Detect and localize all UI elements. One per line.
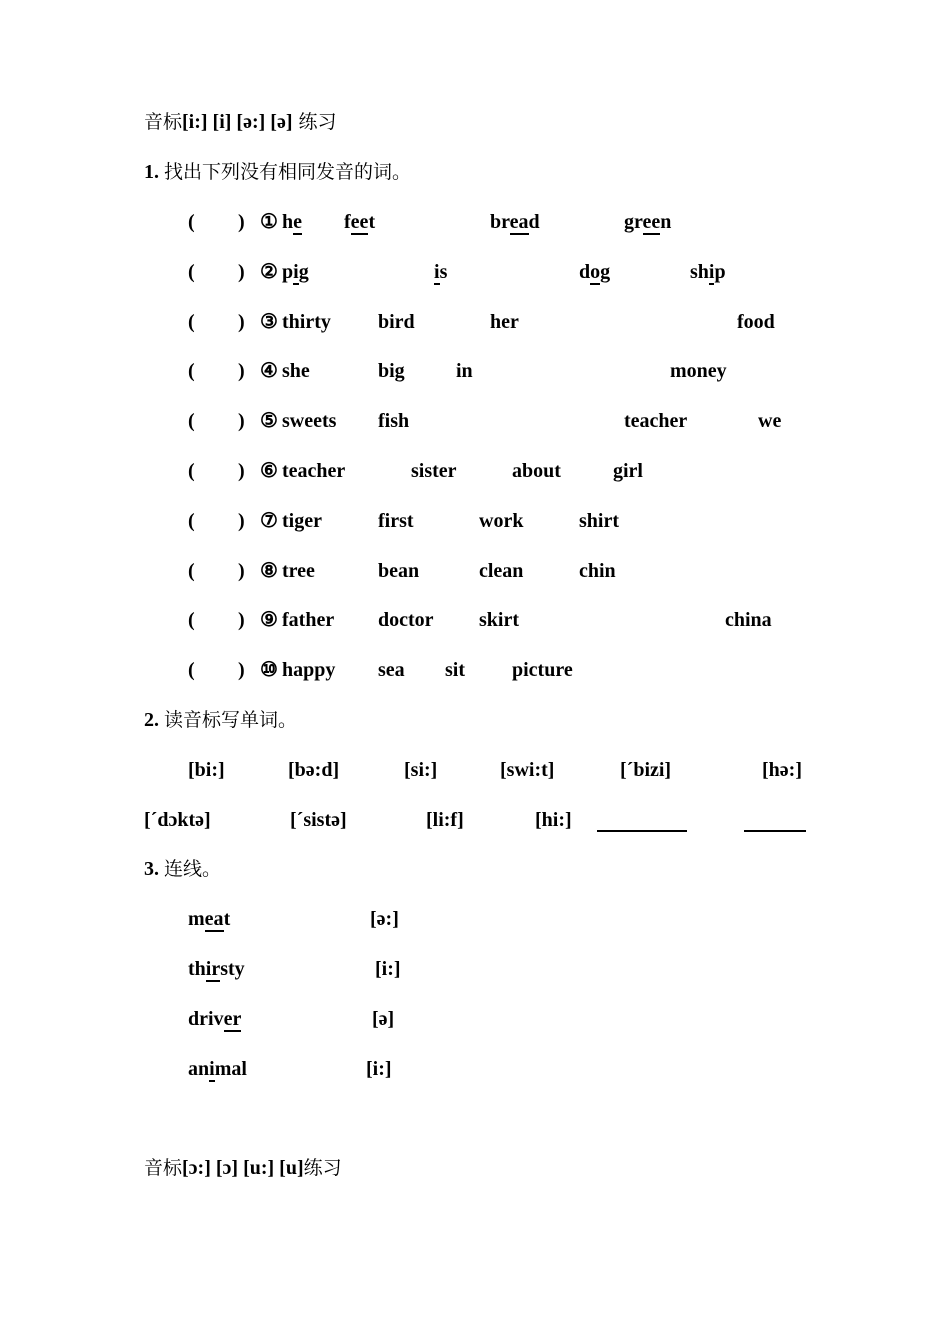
word-option: bean bbox=[378, 559, 420, 582]
question-3-heading bbox=[144, 857, 221, 881]
circled-number: ① bbox=[260, 211, 278, 233]
question-number: 1. bbox=[144, 161, 159, 183]
answer-blank[interactable] bbox=[744, 830, 806, 832]
word-part: mal bbox=[214, 1058, 247, 1080]
word-part: th bbox=[188, 958, 206, 980]
phonetic-item: [ˊsistə] bbox=[290, 809, 347, 831]
word-option: picture bbox=[512, 659, 573, 682]
paren-close: ) bbox=[238, 509, 245, 532]
word-option: about bbox=[512, 460, 561, 482]
word-option bbox=[434, 260, 447, 284]
word-part: d bbox=[528, 211, 540, 233]
title-suffix: 练习 bbox=[292, 111, 337, 133]
word-option: bird bbox=[378, 310, 415, 333]
underlined-letters: i bbox=[434, 260, 440, 283]
word-part: n bbox=[660, 211, 672, 233]
word-option: sea bbox=[378, 659, 405, 682]
paren-close: ) bbox=[238, 559, 245, 582]
word-option: father bbox=[282, 609, 335, 632]
section-title bbox=[144, 110, 337, 134]
word-option: sweets bbox=[282, 410, 337, 433]
question-number: 3. bbox=[144, 858, 159, 880]
word-option: first bbox=[378, 509, 414, 532]
underlined-letters: ea bbox=[204, 908, 224, 930]
paren-open: ( bbox=[188, 310, 195, 333]
word-part: br bbox=[490, 211, 510, 233]
circled-number: ⑩ bbox=[260, 659, 278, 682]
word-option: we bbox=[758, 410, 782, 433]
matching-phonetic[interactable]: [i:] bbox=[375, 958, 401, 980]
paren-open: ( bbox=[188, 659, 195, 682]
word-option bbox=[490, 210, 540, 234]
word-option: her bbox=[490, 310, 519, 333]
word-part: p bbox=[282, 260, 294, 283]
word-option bbox=[282, 260, 309, 284]
answer-blank[interactable] bbox=[206, 310, 236, 334]
word-option: sit bbox=[445, 659, 465, 682]
answer-blank[interactable] bbox=[206, 509, 236, 533]
question-instruction: 找出下列没有相同发音的词。 bbox=[164, 161, 412, 183]
word-part: g bbox=[298, 260, 309, 283]
word-option bbox=[690, 260, 726, 284]
matching-phonetic[interactable]: [ə:] bbox=[370, 908, 399, 930]
word-option bbox=[624, 210, 671, 234]
answer-blank[interactable] bbox=[206, 608, 236, 632]
title-symbols: [ɔ:] [ɔ] [u:] [u] bbox=[182, 1157, 304, 1179]
answer-blank[interactable] bbox=[206, 409, 236, 433]
question-instruction: 连线。 bbox=[164, 858, 222, 880]
title-symbols: [i:] [i] [ə:] [ə] bbox=[182, 111, 293, 133]
word-part: s bbox=[439, 260, 448, 283]
word-option: in bbox=[456, 360, 473, 383]
answer-blank[interactable] bbox=[597, 830, 687, 832]
matching-word[interactable] bbox=[188, 1007, 241, 1031]
paren-open: ( bbox=[188, 260, 195, 283]
word-part: f bbox=[344, 211, 351, 233]
underlined-letters: i bbox=[209, 1058, 215, 1080]
word-option: big bbox=[378, 360, 405, 383]
paren-close: ) bbox=[238, 260, 245, 283]
word-part: m bbox=[188, 908, 205, 930]
paren-open: ( bbox=[188, 360, 195, 383]
circled-number: ⑤ bbox=[260, 410, 278, 433]
paren-close: ) bbox=[238, 659, 245, 682]
paren-close: ) bbox=[238, 360, 245, 383]
paren-close: ) bbox=[238, 310, 245, 333]
answer-blank[interactable] bbox=[206, 459, 236, 483]
circled-number: ② bbox=[260, 260, 278, 283]
paren-open: ( bbox=[188, 559, 195, 582]
underlined-letters: ir bbox=[205, 958, 221, 980]
underlined-letters: i bbox=[708, 260, 715, 283]
paren-close: ) bbox=[238, 609, 245, 632]
paren-close: ) bbox=[238, 460, 245, 482]
circled-number: ⑨ bbox=[260, 609, 278, 632]
matching-word[interactable] bbox=[188, 907, 230, 931]
word-option: tiger bbox=[282, 509, 322, 532]
word-part: gr bbox=[624, 211, 643, 233]
word-option: shirt bbox=[579, 509, 619, 532]
underlined-letters: o bbox=[590, 260, 601, 283]
section-title-2 bbox=[144, 1156, 342, 1180]
answer-blank[interactable] bbox=[206, 658, 236, 682]
paren-open: ( bbox=[188, 410, 195, 433]
answer-blank[interactable] bbox=[206, 559, 236, 583]
paren-close: ) bbox=[238, 211, 245, 233]
title-suffix: 练习 bbox=[303, 1157, 342, 1179]
word-part: an bbox=[188, 1058, 210, 1080]
word-part: h bbox=[282, 211, 294, 233]
matching-phonetic[interactable]: [i:] bbox=[366, 1058, 392, 1080]
phonetic-item: [bi:] bbox=[188, 759, 225, 781]
word-part: t bbox=[223, 908, 231, 930]
circled-number: ③ bbox=[260, 310, 278, 333]
circled-number: ⑦ bbox=[260, 509, 278, 532]
underlined-letters: ea bbox=[509, 211, 529, 233]
word-part: g bbox=[600, 260, 611, 283]
answer-blank[interactable] bbox=[206, 260, 236, 284]
word-option: tree bbox=[282, 559, 315, 582]
word-part: d bbox=[579, 260, 591, 283]
word-option: chin bbox=[579, 559, 616, 582]
phonetic-item: [bə:d] bbox=[288, 759, 340, 781]
phonetic-item: [ˊdɔktə] bbox=[144, 809, 211, 831]
matching-phonetic[interactable]: [ə] bbox=[372, 1008, 395, 1030]
word-option: fish bbox=[378, 410, 410, 433]
question-1-heading bbox=[144, 160, 411, 184]
word-option bbox=[579, 260, 610, 284]
phonetic-item: [hə:] bbox=[762, 759, 802, 781]
phonetic-item: [swi:t] bbox=[500, 759, 555, 781]
word-option: sister bbox=[411, 460, 457, 482]
phonetic-item: [hi:] bbox=[535, 809, 572, 831]
word-option: clean bbox=[479, 559, 524, 582]
word-option: teacher bbox=[624, 410, 688, 433]
word-part: t bbox=[368, 211, 376, 233]
word-option: thirty bbox=[282, 310, 331, 333]
word-part: p bbox=[714, 260, 726, 283]
circled-number: ⑥ bbox=[260, 460, 278, 482]
question-number: 2. bbox=[144, 709, 159, 731]
word-option: doctor bbox=[378, 609, 434, 632]
word-option: teacher bbox=[282, 460, 346, 482]
word-option bbox=[282, 210, 302, 234]
answer-blank[interactable] bbox=[206, 359, 236, 383]
word-option: happy bbox=[282, 659, 336, 682]
paren-open: ( bbox=[188, 211, 195, 233]
circled-number: ④ bbox=[260, 360, 278, 383]
word-option: girl bbox=[613, 460, 643, 482]
word-part: sty bbox=[220, 958, 245, 980]
underlined-letters: er bbox=[223, 1008, 242, 1030]
word-option: china bbox=[725, 609, 772, 632]
question-2-heading bbox=[144, 708, 297, 732]
word-option: food bbox=[737, 310, 775, 333]
title-prefix: 音标 bbox=[144, 1157, 183, 1179]
underlined-letters: ee bbox=[642, 211, 661, 233]
underlined-letters: e bbox=[293, 211, 303, 233]
phonetic-item: [ˊbizi] bbox=[620, 759, 672, 781]
paren-open: ( bbox=[188, 609, 195, 632]
word-part: driv bbox=[188, 1008, 224, 1030]
word-option: she bbox=[282, 360, 310, 383]
phonetic-item: [li:f] bbox=[426, 809, 464, 831]
underlined-letters: ee bbox=[350, 211, 369, 233]
answer-blank[interactable] bbox=[206, 210, 236, 234]
word-part: sh bbox=[690, 260, 709, 283]
word-option bbox=[344, 210, 375, 234]
title-prefix: 音标 bbox=[144, 111, 183, 133]
paren-close: ) bbox=[238, 410, 245, 433]
word-option: skirt bbox=[479, 609, 519, 632]
paren-open: ( bbox=[188, 460, 195, 482]
matching-word[interactable] bbox=[188, 1057, 247, 1081]
matching-word[interactable] bbox=[188, 957, 245, 981]
underlined-letters: i bbox=[293, 260, 299, 283]
paren-open: ( bbox=[188, 509, 195, 532]
circled-number: ⑧ bbox=[260, 559, 278, 582]
word-option: work bbox=[479, 509, 524, 532]
question-instruction: 读音标写单词。 bbox=[164, 709, 298, 731]
word-option: money bbox=[670, 360, 727, 383]
phonetic-item: [si:] bbox=[404, 759, 438, 781]
